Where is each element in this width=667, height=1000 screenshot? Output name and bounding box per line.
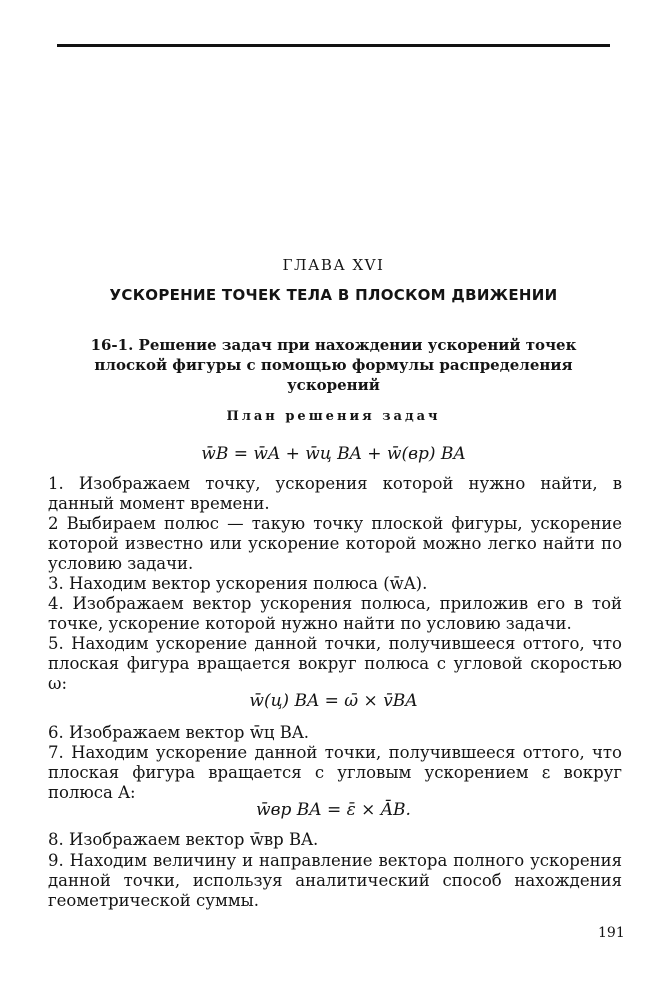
step-5: 5. Находим ускорение данной точки, получившееся оттого, что плоская фигура вращается вокруг полюса с угловой скоростью ω: [48,634,622,693]
page-number: 191 [598,925,625,941]
step-6: 6. Изображаем вектор w̄ц BA. [48,723,310,742]
formula-centripetal: w̄(ц) BA = ω̄ × v̄BA [249,691,418,711]
plan-heading: План решения задач [226,409,441,424]
top-rule [57,44,610,47]
step-4: 4. Изображаем вектор ускорения полюса, приложив его в той точке, ускорение которой нужно найти по условию задачи. [48,594,622,633]
step-1: 1. Изображаем точку, ускорения которой нужно найти, в данный момент времени. [48,474,622,513]
step-3: 3. Находим вектор ускорения полюса (w̄A). [48,574,428,593]
formula-rotational: w̄вр BA = ε̄ × ĀB. [256,800,411,820]
step-9: 9. Находим величину и направление вектора полного ускорения данной точки, используя аналитический способ нахождения геометрической суммы. [48,851,622,910]
step-7: 7. Находим ускорение данной точки, получившееся оттого, что плоская фигура вращается с угловым ускорением ε вокруг полюса A: [48,743,622,802]
step-8: 8. Изображаем вектор w̄вр BA. [48,830,319,849]
chapter-number: ГЛАВА XVI [282,256,385,274]
section-title: 16-1. Решение задач при нахождении ускорений точек плоской фигуры с помощью формулы распределения ускорений [90,336,577,394]
chapter-title: УСКОРЕНИЕ ТОЧЕК ТЕЛА В ПЛОСКОМ ДВИЖЕНИИ [109,286,558,304]
step-2: 2 Выбираем полюс — такую точку плоской фигуры, ускорение которой известно или ускорение которой можно легко найти по условию задачи. [48,514,622,573]
formula-main: w̄B = w̄A + w̄ц BA + w̄(вр) BA [201,444,466,464]
